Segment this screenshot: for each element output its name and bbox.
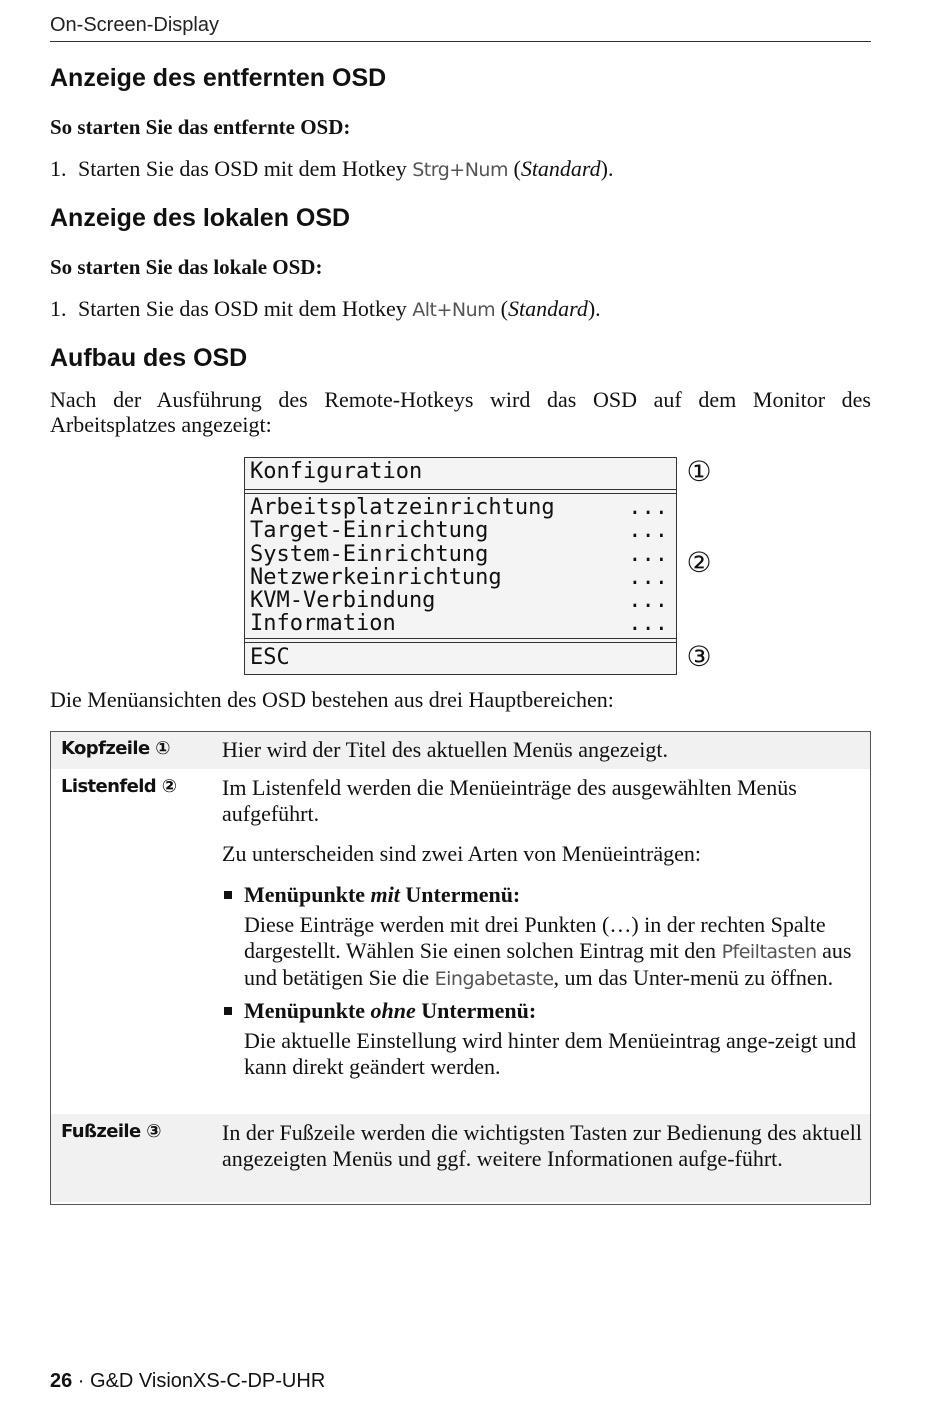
key-name: Eingabetaste bbox=[434, 968, 554, 990]
row-text: Hier wird der Titel des aktuellen Menüs angezeigt. bbox=[222, 737, 669, 762]
bullet-icon bbox=[224, 891, 232, 899]
heading-local-osd: Anzeige des lokalen OSD bbox=[50, 204, 351, 232]
heading-osd-structure: Aufbau des OSD bbox=[50, 344, 248, 372]
osd-item-label: Target-Einrichtung bbox=[250, 518, 489, 544]
osd-item-dots: ... bbox=[628, 495, 668, 520]
osd-footer-bar: ESC bbox=[245, 642, 676, 674]
page-footer bbox=[50, 1370, 325, 1393]
product-name: G&D VisionXS-C-DP-UHR bbox=[90, 1370, 326, 1392]
paren-close: ). bbox=[600, 156, 614, 181]
osd-item-dots: ... bbox=[628, 518, 668, 544]
step-remote-osd bbox=[50, 156, 614, 182]
osd-list bbox=[245, 493, 676, 639]
osd-menu-item bbox=[245, 589, 676, 612]
areas-intro: Die Menüansichten des OSD bestehen aus drei Hauptbereichen: bbox=[50, 687, 614, 712]
hotkey: Strg+Num bbox=[412, 159, 508, 181]
osd-item-dots: ... bbox=[628, 611, 668, 637]
bullet-icon bbox=[224, 1007, 232, 1015]
row-content bbox=[222, 775, 862, 1079]
osd-item-label: Information bbox=[250, 611, 396, 637]
step-number: 1. bbox=[50, 156, 67, 181]
step-text: Starten Sie das OSD mit dem Hotkey bbox=[78, 296, 413, 321]
paren-close: ). bbox=[587, 296, 601, 321]
callout-3-icon: ③ bbox=[686, 640, 712, 673]
bullet-head-emphasis: mit bbox=[370, 881, 400, 907]
osd-menu-item bbox=[245, 519, 676, 542]
subheading-local-osd: So starten Sie das lokale OSD: bbox=[50, 255, 323, 279]
key-name: Pfeiltasten bbox=[721, 940, 817, 963]
subheading-remote-osd: So starten Sie das entfernte OSD: bbox=[50, 115, 351, 139]
row-label: Fußzeile ③ bbox=[61, 1121, 161, 1142]
bullet-head-emphasis: ohne bbox=[370, 997, 416, 1023]
page-number: 26 bbox=[50, 1370, 73, 1392]
footer-separator: · bbox=[72, 1370, 91, 1392]
row-label: Listenfeld ② bbox=[61, 776, 177, 797]
step-number: 1. bbox=[50, 296, 67, 321]
paren-open: ( bbox=[495, 296, 508, 321]
bullet-heading bbox=[222, 882, 862, 908]
bullet-body bbox=[222, 912, 862, 993]
osd-title-bar: Konfiguration bbox=[245, 458, 676, 490]
step-text: Starten Sie das OSD mit dem Hotkey bbox=[78, 156, 413, 181]
osd-item-label: System-Einrichtung bbox=[250, 541, 489, 567]
heading-remote-osd: Anzeige des entfernten OSD bbox=[50, 64, 387, 92]
default-label: Standard bbox=[520, 156, 601, 181]
hotkey: Alt+Num bbox=[412, 299, 496, 321]
bullet-body-text: Diese Einträge werden mit drei Punkten (…) in der rechten Spalte dargestellt. Wählen Sie einen solchen Eintrag mit den bbox=[244, 912, 826, 963]
bullet-body-text: aus und betätigen Sie die bbox=[244, 937, 852, 990]
paren-open: ( bbox=[507, 156, 521, 181]
intro-paragraph: Nach der Ausführung des Remote-Hotkeys wird das OSD auf dem Monitor des Arbeitsplatzes angezeigt: bbox=[50, 387, 871, 437]
callout-2-icon: ② bbox=[686, 546, 712, 579]
bullet-heading bbox=[222, 998, 862, 1024]
row-text: In der Fußzeile werden die wichtigsten Tasten zur Bedienung des aktuell angezeigten Menüs und ggf. weitere Informationen aufge-führt. bbox=[222, 1120, 862, 1171]
bullet-head-text: Untermenü: bbox=[399, 881, 521, 907]
bullet-head-text: Untermenü: bbox=[415, 997, 537, 1023]
areas-table bbox=[50, 731, 871, 1205]
table-row bbox=[51, 732, 870, 769]
osd-menu-item bbox=[245, 612, 676, 635]
table-row bbox=[51, 769, 870, 1114]
osd-item-label: KVM-Verbindung bbox=[250, 588, 436, 614]
table-row bbox=[51, 1114, 870, 1202]
osd-item-label: Arbeitsplatzeinrichtung bbox=[250, 495, 555, 520]
osd-item-dots: ... bbox=[628, 564, 668, 590]
step-local-osd bbox=[50, 296, 601, 322]
row-text: Zu unterscheiden sind zwei Arten von Menüeinträgen: bbox=[222, 841, 701, 866]
default-label: Standard bbox=[508, 296, 588, 321]
bullet-body-text: , um das Unter-menü zu öffnen. bbox=[553, 965, 834, 990]
bullet-body: Die aktuelle Einstellung wird hinter dem Menüeintrag ange-zeigt und kann direkt geändert werden. bbox=[244, 1028, 857, 1079]
callout-1-icon: ① bbox=[686, 455, 712, 488]
osd-item-label: Netzwerkeinrichtung bbox=[250, 564, 502, 590]
running-header: On-Screen-Display bbox=[50, 14, 871, 42]
bullet-head-text: Menüpunkte bbox=[244, 881, 371, 907]
row-text: Im Listenfeld werden die Menüeinträge des ausgewählten Menüs aufgeführt. bbox=[222, 775, 797, 826]
osd-menu-item bbox=[245, 543, 676, 566]
osd-item-dots: ... bbox=[628, 541, 668, 567]
osd-item-dots: ... bbox=[628, 588, 668, 614]
osd-menu-item bbox=[245, 496, 676, 519]
osd-screen bbox=[244, 457, 677, 675]
osd-menu-item bbox=[245, 566, 676, 589]
bullet-head-text: Menüpunkte bbox=[244, 997, 371, 1023]
row-label: Kopfzeile ① bbox=[61, 738, 170, 759]
